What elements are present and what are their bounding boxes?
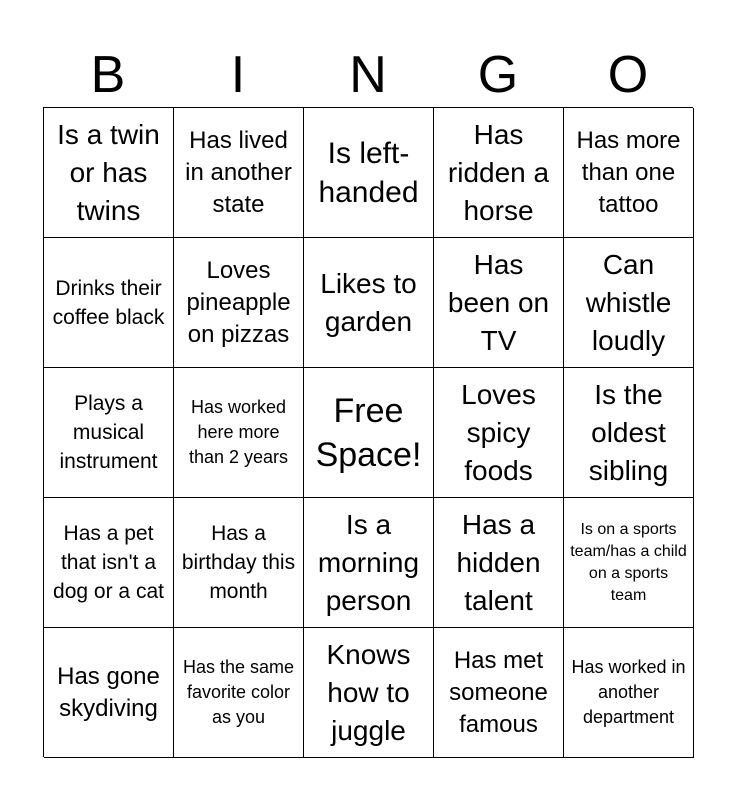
bingo-cell[interactable] [304,238,434,368]
cell-text: Likes to garden [320,267,417,337]
free-space-text: Free Space! [315,391,422,474]
bingo-header [43,42,693,108]
cell-text: Has a pet that isn't a dog or a cat [53,522,164,603]
header-letter-n: N [349,46,387,104]
cell-text: Has ridden a horse [447,118,550,226]
bingo-cell[interactable] [44,238,174,368]
header-letter-i: I [230,46,246,104]
bingo-cell[interactable] [434,368,564,498]
bingo-cell[interactable] [434,108,564,238]
bingo-cell[interactable] [434,238,564,368]
cell-text: Drinks their coffee black [52,276,165,329]
bingo-cell[interactable] [44,368,174,498]
cell-text: Loves spicy foods [461,378,536,486]
bingo-cell[interactable] [564,368,694,498]
cell-text: Has a hidden talent [456,508,541,616]
bingo-cell[interactable] [304,628,434,758]
header-letter-o: O [607,46,649,104]
cell-text: Has been on TV [447,248,550,356]
bingo-cell[interactable] [174,238,304,368]
free-space-cell[interactable] [304,368,434,498]
bingo-cell[interactable] [564,108,694,238]
cell-text: Is a twin or has twins [57,118,160,226]
bingo-cell[interactable] [174,368,304,498]
cell-text: Is a morning person [317,508,420,616]
bingo-cell[interactable] [434,498,564,628]
bingo-cell[interactable] [304,108,434,238]
cell-text: Has the same favorite color as you [182,657,295,727]
cell-text: Is the oldest sibling [588,378,669,486]
bingo-cell[interactable] [564,498,694,628]
cell-text: Is on a sports team/has a child on a sports team [570,520,687,604]
cell-text: Loves pineapple on pizzas [186,256,291,348]
bingo-cell[interactable] [434,628,564,758]
bingo-board [43,107,693,757]
cell-text: Has more than one tattoo [576,126,681,218]
cell-text: Has lived in another state [185,126,292,218]
cell-text: Has worked here more than 2 years [188,397,289,467]
cell-text: Plays a musical instrument [59,392,158,473]
cell-text: Can whistle loudly [585,248,672,356]
header-letter-b: B [90,46,126,104]
bingo-cell[interactable] [564,628,694,758]
bingo-cell[interactable] [44,108,174,238]
bingo-cell[interactable] [44,628,174,758]
cell-text: Is left-handed [318,136,419,209]
cell-text: Has worked in another department [571,657,686,727]
bingo-cell[interactable] [564,238,694,368]
cell-text: Knows how to juggle [326,638,411,746]
cell-text: Has met someone famous [449,646,548,738]
header-letter-g: G [477,46,519,104]
cell-text: Has a birthday this month [181,522,296,603]
bingo-cell[interactable] [174,498,304,628]
cell-text: Has gone skydiving [57,662,160,722]
bingo-cell[interactable] [174,628,304,758]
bingo-cell[interactable] [44,498,174,628]
bingo-cell[interactable] [304,498,434,628]
bingo-cell[interactable] [174,108,304,238]
